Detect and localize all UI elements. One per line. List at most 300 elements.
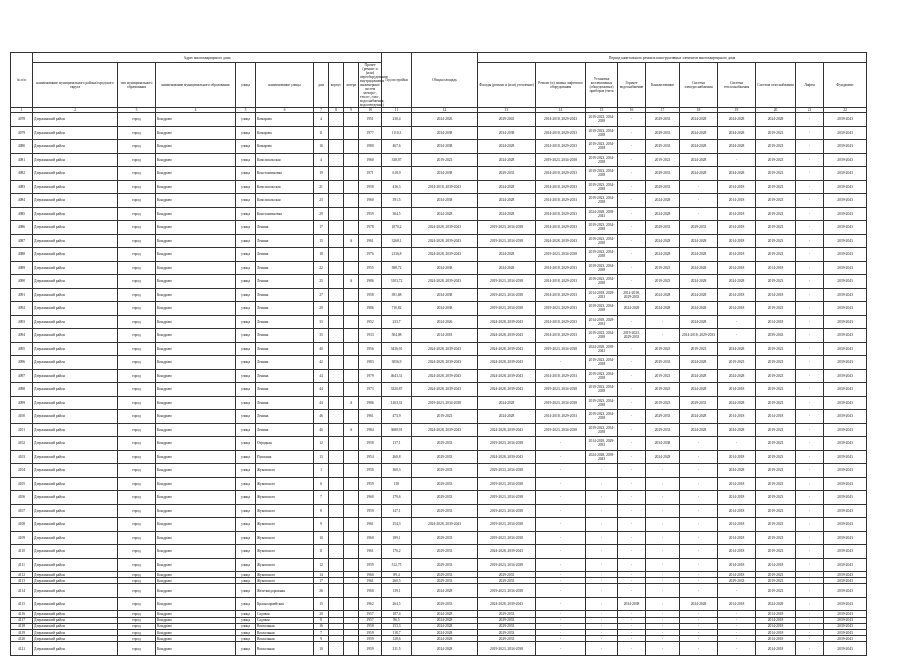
cell-y: 1952 — [359, 315, 382, 329]
cell-c22: 2039-2043 — [824, 464, 867, 478]
cell-c14: - — [536, 623, 586, 629]
column-number: 3 — [118, 108, 156, 113]
cell-mo: Кондрово — [156, 642, 236, 656]
column-number: 9 — [344, 108, 359, 113]
cell-k — [329, 369, 344, 383]
cell-c14: 2019-2023, 2034-2038 — [536, 423, 586, 437]
cell-mo: Кондрово — [156, 180, 236, 194]
column-number: 2 — [33, 108, 118, 113]
cell-a: 254,3 — [382, 518, 412, 532]
cell-c17: 2029-2033 — [646, 356, 680, 370]
cell-c19: - — [718, 153, 756, 167]
cell-type: город — [118, 315, 156, 329]
cell-st: улица — [236, 410, 256, 424]
cell-c22: 2039-2043 — [824, 617, 867, 623]
cell-c19: 2014-2018 — [718, 207, 756, 221]
cell-a: 264,5 — [382, 597, 412, 611]
cell-street: Ленина — [256, 302, 314, 316]
cell-l — [344, 545, 359, 559]
cell-h: 29 — [314, 302, 329, 316]
cell-l — [344, 597, 359, 611]
cell-c20: 2019-2023 — [756, 518, 796, 532]
cell-district: Дзержинский район — [33, 180, 118, 194]
cell-mo: Кондрово — [156, 629, 236, 635]
cell-st: улица — [236, 113, 256, 127]
cell-y: 1951 — [359, 113, 382, 127]
cell-c16: - — [618, 261, 646, 275]
cell-y: 1960 — [359, 153, 382, 167]
cell-c17: - — [646, 558, 680, 572]
cell-c22: 2039-2043 — [824, 369, 867, 383]
cell-k — [329, 423, 344, 437]
cell-c13: 2029-2033 — [478, 611, 536, 617]
table-row — [11, 153, 867, 167]
cell-c21: - — [796, 491, 824, 505]
table-body — [11, 113, 867, 656]
cell-c19: 2014-2018 — [718, 450, 756, 464]
cell-c19: 2014-2018 — [718, 248, 756, 262]
cell-c13: 2029-2033 — [478, 636, 536, 642]
cell-c19: 2014-2018 — [718, 504, 756, 518]
cell-n: 4092 — [11, 302, 33, 316]
cell-n: 4102 — [11, 437, 33, 451]
cell-c17: - — [646, 329, 680, 343]
column-number: 18 — [680, 108, 718, 113]
cell-n: 4120 — [11, 636, 33, 642]
cell-mo: Кондрово — [156, 113, 236, 127]
cell-district: Дзержинский район — [33, 315, 118, 329]
cell-c17: 2029-2033 — [646, 180, 680, 194]
cell-c16: - — [618, 623, 646, 629]
column-number: 10 — [359, 108, 382, 113]
cell-n: 4115 — [11, 597, 33, 611]
cell-y: 1933 — [359, 329, 382, 343]
cell-c17: 2029-2033 — [646, 113, 680, 127]
cell-type: город — [118, 302, 156, 316]
cell-l — [344, 356, 359, 370]
cell-c14: - — [536, 636, 586, 642]
cell-c21: - — [796, 518, 824, 532]
cell-c13: 2029-2033 — [478, 617, 536, 623]
cell-mo: Кондрово — [156, 194, 236, 208]
cell-c12: 2024-2028 — [412, 584, 478, 598]
column-number: 16 — [618, 108, 646, 113]
cell-k — [329, 153, 344, 167]
cell-a: 2136,8 — [382, 248, 412, 262]
cell-c14: - — [536, 597, 586, 611]
cell-c18: 2029-2033 — [680, 221, 718, 235]
cell-c20: 2019-2023 — [756, 194, 796, 208]
cell-k — [329, 275, 344, 289]
cell-c16: - — [618, 315, 646, 329]
cell-c19: 2014-2018 — [718, 545, 756, 559]
cell-a: 89,4 — [382, 572, 412, 578]
cell-c13: 2019-2023, 2034-2038 — [478, 275, 536, 289]
cell-c16: - — [618, 491, 646, 505]
cell-c21: - — [796, 153, 824, 167]
column-number: 14 — [536, 108, 586, 113]
cell-c22: 2039-2043 — [824, 153, 867, 167]
cell-c20: 2019-2023 — [756, 578, 796, 584]
cell-type: город — [118, 261, 156, 275]
cell-c15: 2019-2023, 2034-2038 — [586, 234, 618, 248]
cell-c15: 2019-2023, 2034-2038 — [586, 396, 618, 410]
cell-type: город — [118, 623, 156, 629]
cell-c16: 2024-2028 — [618, 302, 646, 316]
cell-district: Дзержинский район — [33, 356, 118, 370]
cell-c14: - — [536, 617, 586, 623]
cell-c20: 2019-2023 — [756, 207, 796, 221]
col-17: Канализование — [646, 63, 680, 108]
cell-n: 4111 — [11, 558, 33, 572]
cell-c19: - — [718, 629, 756, 635]
col-year: Год постройки — [382, 53, 412, 108]
cell-c22: 2039-2043 — [824, 504, 867, 518]
cell-mo: Кондрово — [156, 572, 236, 578]
cell-c17: 2029-2033 — [646, 126, 680, 140]
cell-mo: Кондрово — [156, 207, 236, 221]
cell-c19: 2024-2028 — [718, 167, 756, 181]
cell-n: 4085 — [11, 207, 33, 221]
cell-c21: - — [796, 450, 824, 464]
cell-h: 9 — [314, 636, 329, 642]
cell-h: 20 — [314, 611, 329, 617]
table-row — [11, 248, 867, 262]
cell-c21: - — [796, 180, 824, 194]
cell-c19: 2014-2018 — [718, 383, 756, 397]
cell-district: Дзержинский район — [33, 194, 118, 208]
cell-h: 35 — [314, 329, 329, 343]
cell-a: 1263,31 — [382, 396, 412, 410]
cell-c21: - — [796, 288, 824, 302]
table-header — [11, 53, 867, 113]
cell-n: 4099 — [11, 396, 33, 410]
col-18: Система электроснабжения — [680, 63, 718, 108]
cell-c13: 2024-2028 — [478, 153, 536, 167]
cell-c13: 2019-2023, 2034-2038 — [478, 221, 536, 235]
cell-a: 504,08 — [382, 329, 412, 343]
cell-district: Дзержинский район — [33, 437, 118, 451]
cell-st: улица — [236, 437, 256, 451]
cell-k — [329, 261, 344, 275]
cell-st: улица — [236, 597, 256, 611]
cell-a: 128,6 — [382, 636, 412, 642]
cell-c12: 2029-2033 — [412, 437, 478, 451]
cell-c18: 2024-2028 — [680, 113, 718, 127]
cell-l — [344, 518, 359, 532]
cell-district: Дзержинский район — [33, 140, 118, 154]
cell-c19: - — [718, 636, 756, 642]
cell-h: 46 — [314, 410, 329, 424]
cell-c14: - — [536, 518, 586, 532]
cell-district: Дзержинский район — [33, 617, 118, 623]
cell-h: 17 — [314, 578, 329, 584]
cell-c22: 2039-2043 — [824, 611, 867, 617]
cell-c18: - — [680, 504, 718, 518]
table-row — [11, 597, 867, 611]
cell-mo: Кондрово — [156, 153, 236, 167]
cell-h: 12 — [314, 558, 329, 572]
cell-c17: - — [646, 477, 680, 491]
cell-y: 1960 — [359, 584, 382, 598]
cell-y: 1955 — [359, 261, 382, 275]
cell-st: улица — [236, 611, 256, 617]
cell-street: Вокзальная — [256, 623, 314, 629]
cell-type: город — [118, 410, 156, 424]
cell-c13: 2024-2028, 2039-2043 — [478, 329, 536, 343]
cell-c22: 2039-2043 — [824, 531, 867, 545]
cell-c21: - — [796, 221, 824, 235]
cell-c16: - — [618, 611, 646, 617]
cell-y: 1961 — [359, 234, 382, 248]
cell-st: улица — [236, 248, 256, 262]
cell-c19: 2014-2018 — [718, 221, 756, 235]
cell-c20: 2019-2023 — [756, 437, 796, 451]
cell-c13: 2024-2028, 2039-2043 — [478, 545, 536, 559]
cell-c17: 2024-2028 — [646, 248, 680, 262]
cell-c16: - — [618, 558, 646, 572]
cell-mo: Кондрово — [156, 369, 236, 383]
cell-c14: - — [536, 437, 586, 451]
cell-district: Дзержинский район — [33, 207, 118, 221]
cell-h: 18 — [314, 248, 329, 262]
cell-h: 15 — [314, 597, 329, 611]
cell-l — [344, 642, 359, 656]
cell-street: Железнодорожная — [256, 584, 314, 598]
cell-c18: - — [680, 491, 718, 505]
cell-c15: - — [586, 531, 618, 545]
cell-c15: 2024-2028, 2039-2043 — [586, 342, 618, 356]
cell-h: 25 — [314, 275, 329, 289]
cell-c15: - — [586, 491, 618, 505]
cell-mo: Кондрово — [156, 221, 236, 235]
cell-c16: - — [618, 126, 646, 140]
cell-a: 118,7 — [382, 629, 412, 635]
cell-c16: - — [618, 464, 646, 478]
cell-c15: - — [586, 597, 618, 611]
cell-type: город — [118, 617, 156, 623]
cell-k — [329, 410, 344, 424]
cell-c17: 2024-2028 — [646, 450, 680, 464]
cell-c13: 2024-2028 — [478, 207, 536, 221]
cell-st: улица — [236, 140, 256, 154]
cell-k — [329, 234, 344, 248]
cell-k — [329, 140, 344, 154]
cell-a: 139,1 — [382, 584, 412, 598]
cell-c19: - — [718, 329, 756, 343]
cell-c16: - — [618, 584, 646, 598]
column-number: 12 — [412, 108, 478, 113]
cell-c21: - — [796, 584, 824, 598]
cell-n: 4107 — [11, 504, 33, 518]
cell-c13: 2019-2023, 2034-2038 — [478, 437, 536, 451]
cell-c15: 2019-2023, 2034-2038 — [586, 261, 618, 275]
cell-c22: 2039-2043 — [824, 207, 867, 221]
cell-c22: 2039-2043 — [824, 234, 867, 248]
table-row — [11, 261, 867, 275]
cell-y: 1971 — [359, 167, 382, 181]
cell-c22: 2039-2043 — [824, 248, 867, 262]
cell-c20: 2019-2023 — [756, 450, 796, 464]
cell-street: Ленина — [256, 423, 314, 437]
cell-l — [344, 207, 359, 221]
cell-c21: - — [796, 531, 824, 545]
cell-c17: 2029-2033 — [646, 410, 680, 424]
cell-street: Ленина — [256, 234, 314, 248]
cell-c19: 2014-2018 — [718, 288, 756, 302]
cell-c13: 2029-2033 — [478, 629, 536, 635]
cell-h: 11 — [314, 126, 329, 140]
cell-c22: 2039-2043 — [824, 180, 867, 194]
cell-n: 4110 — [11, 545, 33, 559]
cell-k — [329, 584, 344, 598]
col-13: Фасады (ремонт и (или) утепление) — [478, 63, 536, 108]
cell-c15: 2019-2023, 2034-2038 — [586, 275, 618, 289]
cell-a: 3436,01 — [382, 342, 412, 356]
cell-n: 4103 — [11, 450, 33, 464]
cell-l — [344, 558, 359, 572]
cell-st: улица — [236, 302, 256, 316]
cell-c22: 2039-2043 — [824, 450, 867, 464]
cell-st: улица — [236, 642, 256, 656]
cell-st: улица — [236, 572, 256, 578]
cell-c21: - — [796, 383, 824, 397]
cell-k — [329, 194, 344, 208]
col-19: Система теплоснабжения — [718, 63, 756, 108]
cell-h: 46 — [314, 423, 329, 437]
cell-district: Дзержинский район — [33, 531, 118, 545]
cell-n: 4109 — [11, 531, 33, 545]
cell-c15: - — [586, 464, 618, 478]
cell-c16: - — [618, 194, 646, 208]
cell-c20: 2019-2023 — [756, 167, 796, 181]
cell-c21: - — [796, 558, 824, 572]
cell-l — [344, 491, 359, 505]
cell-c16: - — [618, 636, 646, 642]
cell-l — [344, 248, 359, 262]
cell-street: Жуковского — [256, 572, 314, 578]
cell-st: улица — [236, 584, 256, 598]
cell-c12: 2024-2028, 2039-2043 — [412, 369, 478, 383]
cell-mo: Кондрово — [156, 302, 236, 316]
cell-c13: 2024-2028, 2039-2043 — [478, 597, 536, 611]
cell-l — [344, 261, 359, 275]
cell-c17: - — [646, 578, 680, 584]
cell-c12: 2019-2023 — [412, 153, 478, 167]
cell-c18: - — [680, 617, 718, 623]
cell-c12: 2024-2028 — [412, 617, 478, 623]
cell-c14: - — [536, 491, 586, 505]
cell-type: город — [118, 194, 156, 208]
cell-district: Дзержинский район — [33, 221, 118, 235]
cell-type: город — [118, 113, 156, 127]
cell-c15: 2019-2023, 2034-2038 — [586, 302, 618, 316]
cell-mo: Кондрово — [156, 140, 236, 154]
column-number: 5 — [236, 108, 256, 113]
cell-c15: - — [586, 572, 618, 578]
cell-c15: 2019-2023, 2034-2038 — [586, 194, 618, 208]
cell-c12: 2034-2038 — [412, 261, 478, 275]
cell-street: Константиновка — [256, 167, 314, 181]
cell-c12: 2029-2033 — [412, 558, 478, 572]
cell-district: Дзержинский район — [33, 642, 118, 656]
cell-n: 4080 — [11, 140, 33, 154]
cell-c21: - — [796, 396, 824, 410]
cell-st: улица — [236, 153, 256, 167]
cell-district: Дзержинский район — [33, 578, 118, 584]
cell-mo: Кондрово — [156, 504, 236, 518]
cell-n: 4095 — [11, 342, 33, 356]
cell-c20: 2019-2023 — [756, 369, 796, 383]
cell-n: 4113 — [11, 578, 33, 584]
cell-c19: 2014-2018 — [718, 302, 756, 316]
cell-c15: 2019-2023, 2034-2038 — [586, 369, 618, 383]
cell-c12: 2024-2028, 2039-2043 — [412, 356, 478, 370]
table-row — [11, 329, 867, 343]
cell-n: 4082 — [11, 167, 33, 181]
cell-c21: - — [796, 126, 824, 140]
cell-c22: 2039-2043 — [824, 140, 867, 154]
cell-a: 233,7 — [382, 315, 412, 329]
cell-c21: - — [796, 302, 824, 316]
cell-type: город — [118, 126, 156, 140]
cell-c20: 2019-2023 — [756, 396, 796, 410]
cell-street: Жуковского — [256, 477, 314, 491]
cell-c19: 2024-2028 — [718, 113, 756, 127]
cell-c20: 2019-2023 — [756, 423, 796, 437]
cell-street: Жуковского — [256, 518, 314, 532]
cell-n: 4084 — [11, 194, 33, 208]
cell-mo: Кондрово — [156, 617, 236, 623]
cell-c15: - — [586, 518, 618, 532]
cell-c20: 2019-2023 — [756, 504, 796, 518]
cell-c20: 2024-2028 — [756, 113, 796, 127]
cell-type: город — [118, 369, 156, 383]
cell-st: улица — [236, 315, 256, 329]
cell-c15: 2019-2023, 2034-2038 — [586, 221, 618, 235]
cell-c20: 2014-2018 — [756, 558, 796, 572]
cell-street: Комарова — [256, 140, 314, 154]
col-settlement-type: тип муниципального образования — [118, 63, 156, 108]
cell-c12: 2024-2028, 2039-2043 — [412, 275, 478, 289]
cell-type: город — [118, 437, 156, 451]
cell-type: город — [118, 629, 156, 635]
cell-y: 1961 — [359, 410, 382, 424]
cell-st: улица — [236, 167, 256, 181]
cell-district: Дзержинский район — [33, 369, 118, 383]
cell-c17: 2029-2033 — [646, 167, 680, 181]
cell-street: Вокзальная — [256, 636, 314, 642]
cell-district: Дзержинский район — [33, 423, 118, 437]
cell-c14: 2019-2023, 2034-2038 — [536, 383, 586, 397]
cell-st: улица — [236, 207, 256, 221]
cell-k — [329, 167, 344, 181]
cell-n: 4101 — [11, 423, 33, 437]
cell-l — [344, 221, 359, 235]
cell-c16: - — [618, 504, 646, 518]
cell-street: Жуковского — [256, 545, 314, 559]
cell-district: Дзержинский район — [33, 450, 118, 464]
cell-a: 211,5 — [382, 642, 412, 656]
cell-y: 1959 — [359, 636, 382, 642]
cell-c15: 2019-2023, 2034-2038 — [586, 248, 618, 262]
cell-c17: 2019-2023 — [646, 275, 680, 289]
cell-c20: 2019-2023 — [756, 356, 796, 370]
cell-h: 8 — [314, 617, 329, 623]
cell-c17: 2024-2028 — [646, 288, 680, 302]
cell-c17: - — [646, 315, 680, 329]
cell-c12: 2024-2028, 2039-2043 — [412, 234, 478, 248]
